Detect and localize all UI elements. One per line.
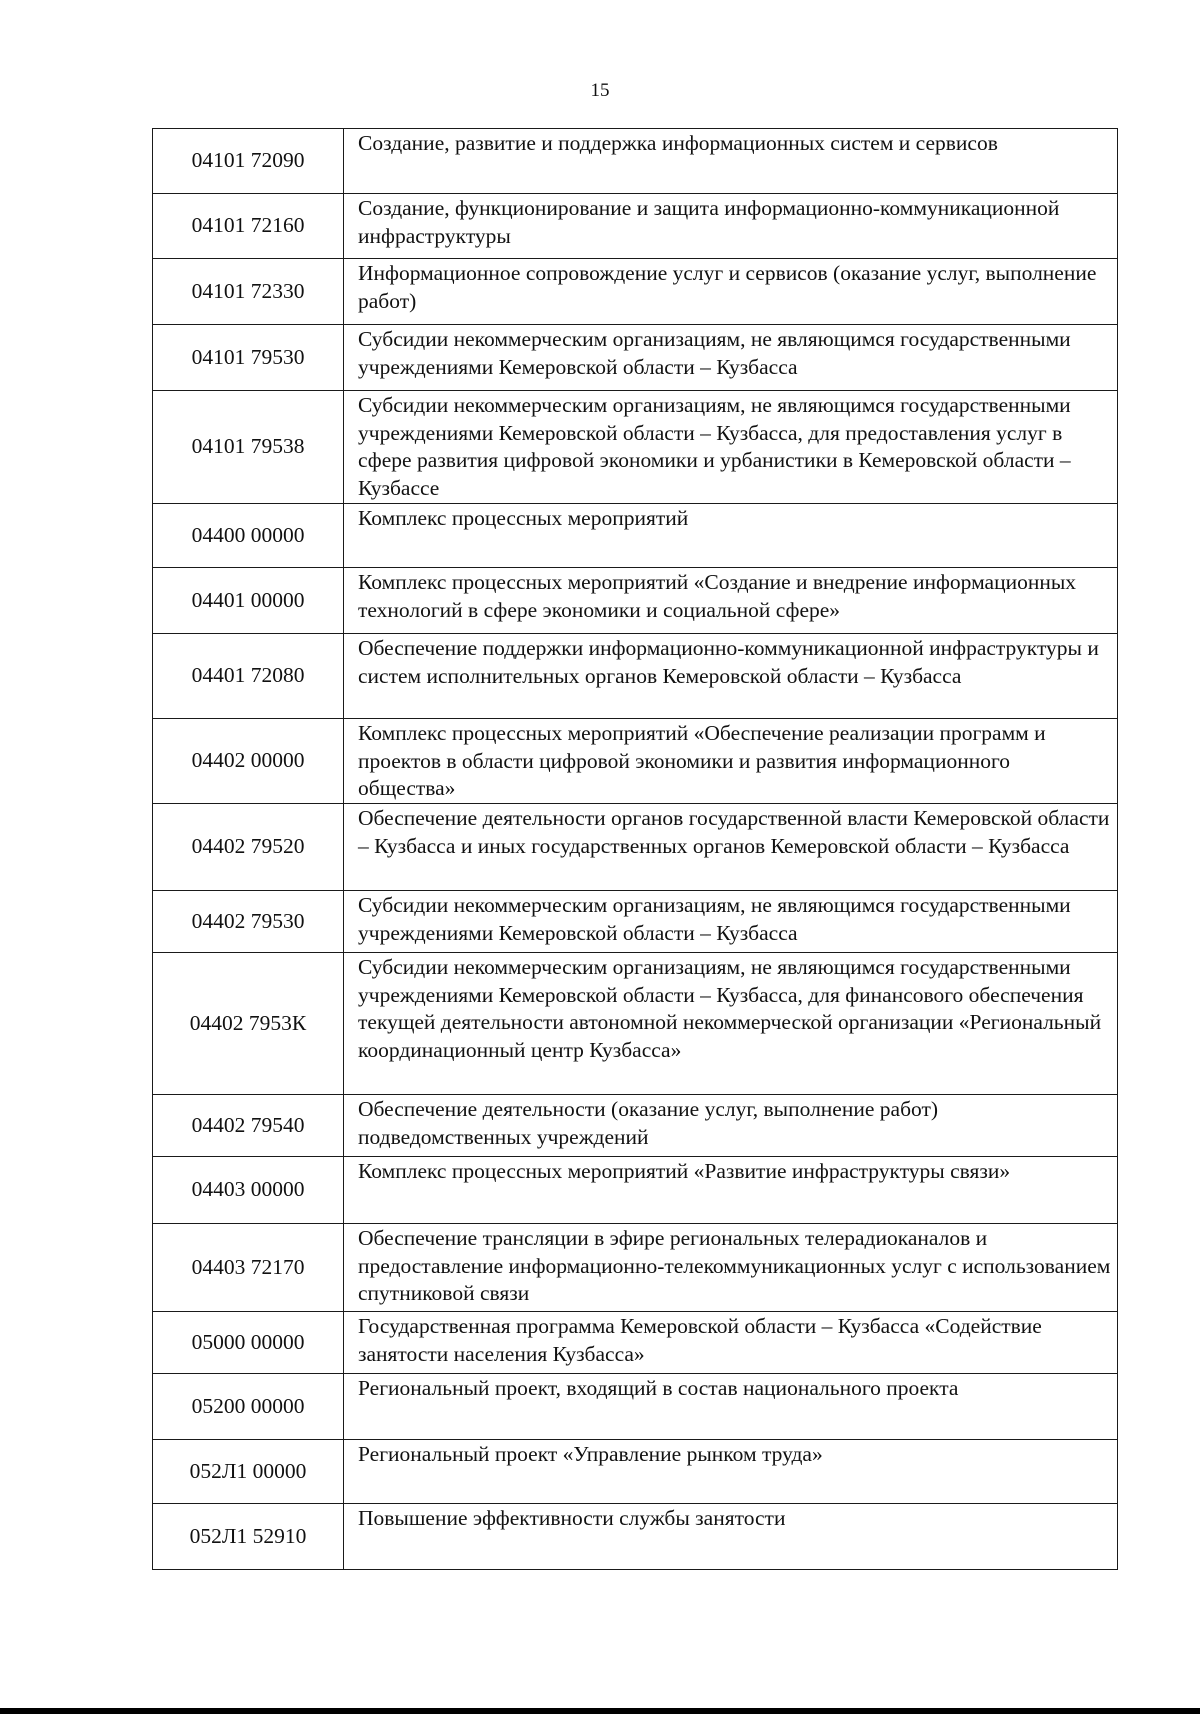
- row-description: Комплекс процессных мероприятий «Обеспечение реализации программ и проектов в области цифровой экономики и развития информационного общества»: [344, 719, 1118, 804]
- table-row: [153, 1374, 1118, 1440]
- row-code: 04101 72330: [153, 259, 344, 325]
- table-row: [153, 1504, 1118, 1570]
- row-description: Субсидии некоммерческим организациям, не являющимся государственными учреждениями Кемеровской области – Кузбасса: [344, 325, 1118, 391]
- table-row: [153, 1440, 1118, 1504]
- row-description: Субсидии некоммерческим организациям, не являющимся государственными учреждениями Кемеровской области – Кузбасса, для финансового обеспечения текущей деятельности автономной некоммерческой организации «Региональный координационный центр Кузбасса»: [344, 953, 1118, 1095]
- table-row: [153, 1224, 1118, 1312]
- row-code: 04402 79520: [153, 804, 344, 891]
- row-description: Государственная программа Кемеровской области – Кузбасса «Содействие занятости населения Кузбасса»: [344, 1312, 1118, 1374]
- row-description: Обеспечение деятельности органов государственной власти Кемеровской области – Кузбасса и иных государственных органов Кемеровской области – Кузбасса: [344, 804, 1118, 891]
- row-code: 04101 72090: [153, 129, 344, 194]
- row-description: Комплекс процессных мероприятий «Развитие инфраструктуры связи»: [344, 1157, 1118, 1224]
- table-row: [153, 194, 1118, 259]
- table-row: [153, 634, 1118, 719]
- table-row: [153, 1312, 1118, 1374]
- row-code: 04101 79530: [153, 325, 344, 391]
- row-description: Повышение эффективности службы занятости: [344, 1504, 1118, 1570]
- row-code: 04402 79540: [153, 1095, 344, 1157]
- table-row: [153, 259, 1118, 325]
- row-code: 05000 00000: [153, 1312, 344, 1374]
- table-row: [153, 1095, 1118, 1157]
- row-code: 04403 72170: [153, 1224, 344, 1312]
- row-code: 04101 79538: [153, 391, 344, 504]
- row-description: Региональный проект «Управление рынком труда»: [344, 1440, 1118, 1504]
- row-description: Создание, функционирование и защита информационно-коммуникационной инфраструктуры: [344, 194, 1118, 259]
- row-description: Обеспечение поддержки информационно-коммуникационной инфраструктуры и систем исполнительных органов Кемеровской области – Кузбасса: [344, 634, 1118, 719]
- table-row: [153, 504, 1118, 568]
- row-description: Региональный проект, входящий в состав национального проекта: [344, 1374, 1118, 1440]
- row-description: Субсидии некоммерческим организациям, не являющимся государственными учреждениями Кемеровской области – Кузбасса, для предоставления услуг в сфере развития цифровой экономики и урбанистики в Кемеровской области – Кузбассе: [344, 391, 1118, 504]
- row-description: Создание, развитие и поддержка информационных систем и сервисов: [344, 129, 1118, 194]
- row-code: 04402 79530: [153, 891, 344, 953]
- row-code: 052Л1 52910: [153, 1504, 344, 1570]
- table-row: [153, 129, 1118, 194]
- table-row: [153, 391, 1118, 504]
- row-description: Обеспечение деятельности (оказание услуг, выполнение работ) подведомственных учреждений: [344, 1095, 1118, 1157]
- table-row: [153, 804, 1118, 891]
- row-code: 04403 00000: [153, 1157, 344, 1224]
- row-code: 04101 72160: [153, 194, 344, 259]
- row-code: 04402 00000: [153, 719, 344, 804]
- table-row: [153, 891, 1118, 953]
- row-description: Субсидии некоммерческим организациям, не являющимся государственными учреждениями Кемеровской области – Кузбасса: [344, 891, 1118, 953]
- classification-table: [152, 128, 1118, 1570]
- table-row: [153, 568, 1118, 634]
- row-code: 04400 00000: [153, 504, 344, 568]
- row-description: Комплекс процессных мероприятий «Создание и внедрение информационных технологий в сфере экономики и социальной сфере»: [344, 568, 1118, 634]
- row-code: 052Л1 00000: [153, 1440, 344, 1504]
- table-row: [153, 719, 1118, 804]
- row-description: Информационное сопровождение услуг и сервисов (оказание услуг, выполнение работ): [344, 259, 1118, 325]
- row-description: Комплекс процессных мероприятий: [344, 504, 1118, 568]
- row-code: 04401 00000: [153, 568, 344, 634]
- page-number: 15: [590, 80, 610, 101]
- table-row: [153, 953, 1118, 1095]
- row-code: 04401 72080: [153, 634, 344, 719]
- row-description: Обеспечение трансляции в эфире региональных телерадиоканалов и предоставление информационно-телекоммуникационных услуг с использованием спутниковой связи: [344, 1224, 1118, 1312]
- row-code: 05200 00000: [153, 1374, 344, 1440]
- scan-edge-bar: [0, 1708, 1200, 1714]
- table-row: [153, 1157, 1118, 1224]
- table-row: [153, 325, 1118, 391]
- row-code: 04402 7953К: [153, 953, 344, 1095]
